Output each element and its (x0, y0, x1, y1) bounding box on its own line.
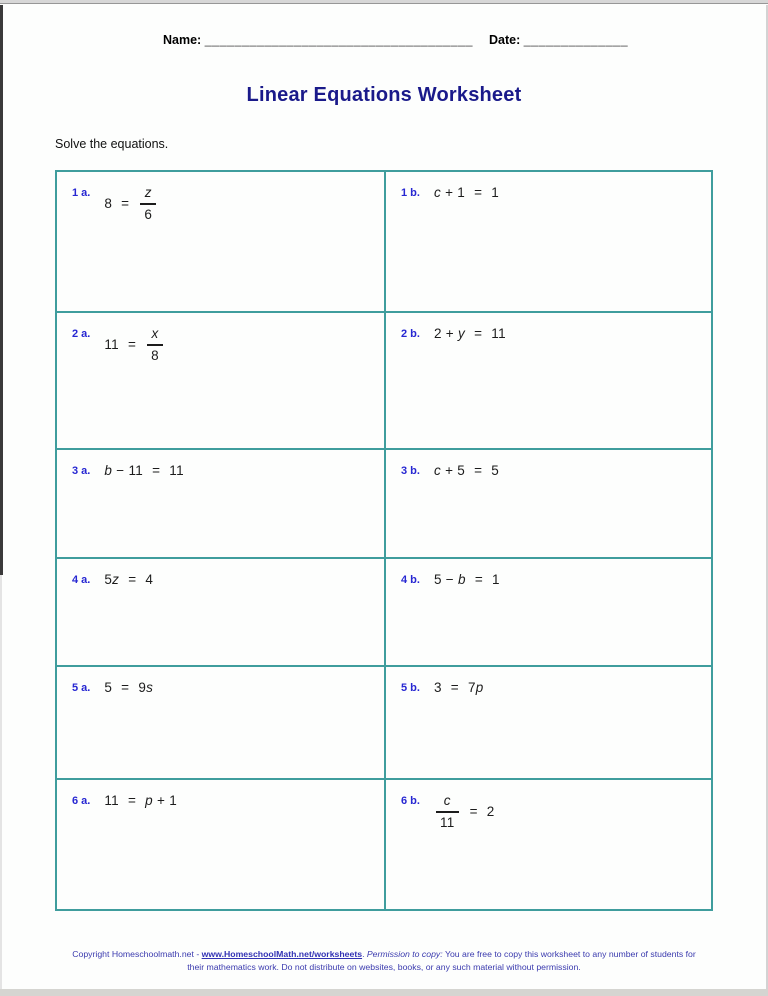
equals-sign: = (127, 793, 137, 808)
problem-label-4b: 4 b. (401, 574, 420, 586)
equation-2b (434, 326, 506, 341)
problem-cell-2b (384, 311, 711, 448)
problem-label-3b: 3 b. (401, 465, 420, 477)
worksheets-link[interactable]: www.HomeschoolMath.net/worksheets (201, 949, 363, 959)
fraction-bar (436, 811, 459, 813)
eq-term: 11 (104, 793, 119, 808)
problem-label-6a: 6 a. (72, 795, 91, 807)
equals-sign: = (474, 326, 483, 341)
name-blank: ____________________________________ (204, 33, 473, 47)
eq-term: 11 (104, 337, 119, 353)
eq-term: 9 (138, 680, 147, 695)
instructions-text: Solve the equations. (55, 137, 169, 151)
eq-variable: z (112, 572, 120, 587)
problem-label-1b: 1 b. (401, 187, 420, 199)
eq-term: + 1 (441, 185, 466, 200)
eq-variable: b (104, 463, 113, 478)
footer-text: You are free to copy this worksheet to any number of students for their mathematics work. Do not distribute on websites, books, or any such material without permission. (187, 949, 696, 972)
footer-permission-text: Permission to copy: (366, 949, 443, 959)
fraction-numerator: x (151, 326, 159, 341)
fraction (138, 185, 158, 222)
problem-cell-1b (384, 172, 711, 311)
eq-term: + 5 (441, 463, 466, 478)
problem-cell-6a (57, 778, 384, 909)
problem-label-2b: 2 b. (401, 328, 420, 340)
equation-6b (434, 793, 495, 830)
eq-term: 1 (491, 185, 500, 200)
fraction-numerator: c (443, 793, 451, 808)
problem-label-5a: 5 a. (72, 682, 91, 694)
problem-label-5b: 5 b. (401, 682, 420, 694)
equals-sign: = (121, 680, 130, 695)
equals-sign: = (121, 196, 130, 212)
problem-cell-5b (384, 665, 711, 778)
eq-variable: p (145, 793, 153, 808)
equation-6a (104, 793, 177, 808)
problem-label-4a: 4 a. (72, 574, 91, 586)
eq-term: 5 − (433, 572, 459, 587)
eq-term: 5 (104, 572, 113, 587)
equation-4b (434, 572, 500, 587)
fraction-denominator: 6 (144, 206, 153, 222)
equation-4a (104, 572, 153, 587)
eq-variable: s (146, 680, 154, 695)
scan-edge-top (0, 0, 768, 4)
eq-variable: p (475, 680, 484, 695)
problem-label-2a: 2 a. (72, 328, 91, 340)
eq-term: 3 (433, 680, 442, 695)
name-date-line (163, 33, 628, 47)
problem-label-1a: 1 a. (72, 187, 91, 199)
equation-5b (434, 680, 484, 695)
equals-sign: = (450, 680, 459, 695)
equals-sign: = (127, 337, 137, 353)
problem-cell-5a (57, 665, 384, 778)
scan-edge-bottom (0, 989, 768, 996)
equals-sign: = (152, 463, 161, 478)
fraction-bar (147, 344, 163, 346)
problem-cell-3a (57, 448, 384, 557)
equation-3a (104, 463, 184, 478)
fraction-numerator: z (144, 185, 152, 200)
eq-term: 2 (486, 804, 495, 820)
problem-cell-4a (57, 557, 384, 665)
eq-term: 11 (491, 326, 506, 341)
fraction (434, 793, 461, 830)
equals-sign: = (474, 572, 484, 587)
problem-cell-1a (57, 172, 384, 311)
name-label: Name: (163, 33, 202, 47)
footer-text: Copyright Homeschoolmath.net - (72, 949, 202, 959)
eq-term: 5 (491, 463, 500, 478)
scan-edge-left-lower (0, 575, 2, 989)
equals-sign: = (474, 185, 483, 200)
fraction-denominator: 8 (151, 347, 159, 363)
eq-variable: c (433, 185, 442, 200)
footer-copyright (64, 948, 704, 973)
problem-cell-4b (384, 557, 711, 665)
equation-2a (104, 326, 165, 363)
eq-term: 2 + (433, 326, 459, 341)
date-label: Date: (488, 33, 521, 47)
footer-text: . (362, 949, 367, 959)
eq-term: 8 (104, 196, 113, 212)
problem-cell-6b (384, 778, 711, 909)
fraction-bar (140, 203, 156, 205)
eq-term: − 11 (112, 463, 144, 478)
problem-cell-2a (57, 311, 384, 448)
problems-table (55, 170, 713, 911)
equals-sign: = (128, 572, 137, 587)
eq-variable: y (458, 326, 466, 341)
eq-term: 5 (104, 680, 113, 695)
equation-1b (434, 185, 499, 200)
page-title: Linear Equations Worksheet (246, 84, 522, 106)
eq-term: 11 (169, 463, 184, 478)
equation-5a (104, 680, 153, 695)
eq-term: + 1 (152, 793, 178, 808)
equals-sign: = (474, 463, 483, 478)
equals-sign: = (469, 804, 478, 820)
eq-term: 1 (492, 572, 500, 587)
eq-variable: b (458, 572, 466, 587)
problem-cell-3b (384, 448, 711, 557)
equation-1a (104, 185, 158, 222)
eq-term: 4 (145, 572, 154, 587)
equation-3b (434, 463, 499, 478)
problem-label-3a: 3 a. (72, 465, 91, 477)
eq-variable: c (433, 463, 442, 478)
eq-term: 7 (467, 680, 476, 695)
fraction-denominator: 11 (439, 814, 455, 830)
date-blank: ______________ (523, 33, 629, 47)
fraction (145, 326, 165, 363)
problem-label-6b: 6 b. (401, 795, 420, 807)
